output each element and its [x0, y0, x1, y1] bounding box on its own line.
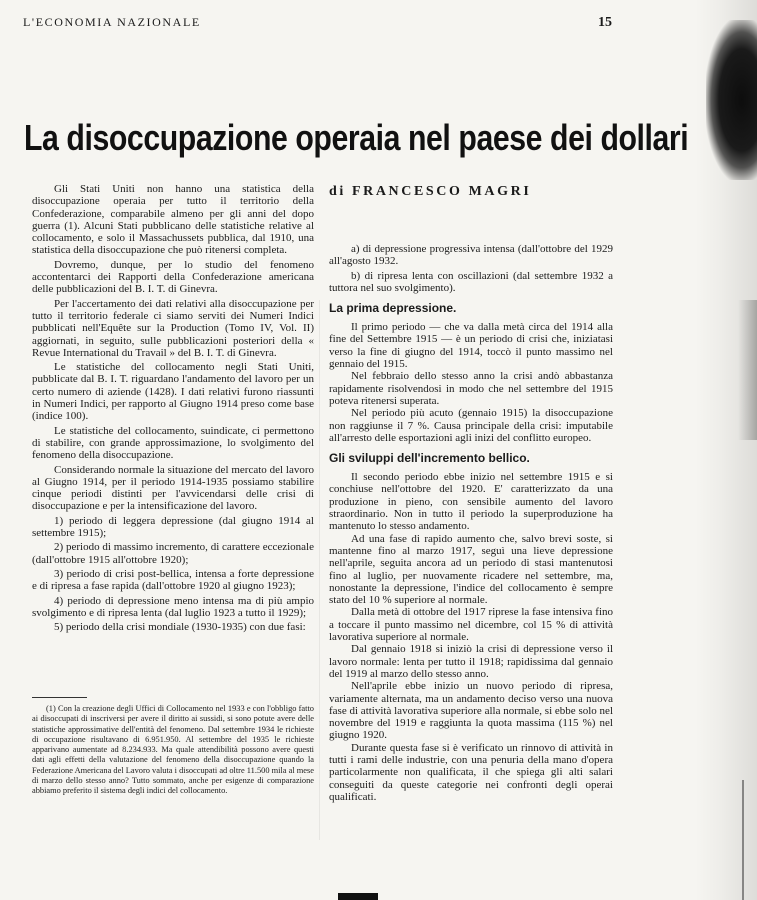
paragraph: Le statistiche del collocamento negli Stati Uniti, pubblicate dal B. I. T. riguardano l'andamento del lavoro per un certo numero di aziende (1428). I dati relativi furono riassunti in Numeri Indici, per rapporto al Giugno 1914 preso come base (indice 100).: [32, 361, 314, 423]
paragraph: Gli Stati Uniti non hanno una statistica della disoccupazione operaia per tutto il territorio della Confederazione, comparabile almeno per gli anni del dopo guerra (1). Alcuni Stati pubblicano delle statistiche relative al collocamento, e solo il Massachussets pubblica, dal 1910, una statistica della disoccupazione che può ritenersi completa.: [32, 183, 314, 257]
period-item: 5) periodo della crisi mondiale (1930-1935) con due fasi:: [54, 621, 306, 634]
left-column: [32, 183, 314, 633]
page-number: 15: [598, 15, 612, 30]
paragraph: Nell'aprile ebbe inizio un nuovo periodo di ripresa, variamente alternata, ma un andamento deciso verso una nuova fase di attività lavorativa superiore alla normale, si ebbe solo nel novembre del 1919 e raggiunta la quota massima (115 %) nel giugno 1920.: [329, 680, 613, 742]
section-heading: La prima depressione.: [329, 301, 457, 316]
right-column: [329, 243, 613, 803]
footnote: (1) Con la creazione degli Uffici di Collocamento nel 1933 e con l'obbligo fatto ai disoccupati di inscriversi per avere il diritto ai sussidi, si sono potute avere delle statistiche approssimative dell'entità del fenomeno. Dal settembre 1934 le richieste di occupazione risultavano di 6.951.950. Al settembre del 1935 le richieste apparivano aumentate ad 8.234.933. Ma quale attendibilità possono avere questi dati agli effetti della valutazione del fenomeno della disoccupazione quando la Federazione Americana del Lavoro valuta i disoccupati ad oltre 11.500 mila al mese di marzo dello stesso anno? Tutto sommato, anche per esigenze di comparazione abbiamo preferito il sistema degli indici del collocamento.: [32, 704, 314, 796]
paragraph: Le statistiche del collocamento, suindicate, ci permettono di stabilire, con grande approssimazione, lo svolgimento del fenomeno della disoccupazione.: [32, 424, 314, 462]
scan-edge: [742, 780, 744, 900]
paragraph: Dalla metà di ottobre del 1917 riprese la fase intensiva fino a toccare il punto massimo nel dicembre, col 15 % di attività lavorativa superiore al normale.: [329, 606, 613, 644]
column-gutter: [319, 300, 320, 840]
period-item: 4) periodo di depressione meno intensa ma di più ampio svolgimento e di ripresa lenta (dal luglio 1923 a tutto il 1929);: [32, 594, 314, 619]
paragraph: Dovremo, dunque, per lo studio del fenomeno accontentarci dei Rapporti della Confederazione americana delle pubblicazioni del B. I. T. di Ginevra.: [32, 258, 314, 296]
phase-item: a) di depressione progressiva intensa (dall'ottobre del 1929 all'agosto 1932.: [329, 243, 613, 268]
scan-artifact: [706, 20, 757, 180]
article-title: La disoccupazione operaia nel paese dei dollari: [24, 117, 689, 158]
paragraph: Ad una fase di rapido aumento che, salvo brevi soste, si mantenne fino al marzo 1917, seguì una lieve depressione nell'aprile, seguita ancora ad un periodo di stasi mantenutosi fino al luglio, per nuovamente ricadere nel settembre, ma, nonostante la depressione, l'indice del collocamento è sempre stato del 10 % superiore al normale.: [329, 532, 613, 607]
byline: di FRANCESCO MAGRI: [329, 184, 532, 199]
period-item: 2) periodo di massimo incremento, di carattere eccezionale (dall'ottobre 1915 all'ottobre 1920);: [32, 541, 314, 566]
paragraph: Durante questa fase si è verificato un rinnovo di attività in tutti i rami delle industrie, con una penuria della mano d'opera particolarmente non qualificata, il che spiega gli alti salari conseguiti da queste categorie nei confronti degli operai qualificati.: [329, 741, 613, 803]
paragraph: Per l'accertamento dei dati relativi alla disoccupazione per tutto il territorio federale ci siamo serviti dei Numeri Indici pubblicati nell'Equête sur la Production (Tomo IV, Vol. II) aggiornati, in seguito, sulle pubblicazioni posteriori della « Revue International du Travail » del B. I. T. di Ginevra.: [32, 297, 314, 359]
phase-item: b) di ripresa lenta con oscillazioni (dal settembre 1932 a tuttora nel suo svolgimento).: [329, 269, 613, 294]
paragraph: Dal gennaio 1918 si iniziò la crisi di depressione verso il lavoro normale: lenta per tutto il 1918; rapidissima dal gennaio del 1919 al marzo dello stesso anno.: [329, 643, 613, 680]
running-head: L'ECONOMIA NAZIONALE: [23, 15, 201, 29]
footnote-rule: [32, 697, 87, 698]
footnotes: [32, 704, 314, 797]
section-heading: Gli sviluppi dell'incremento bellico.: [329, 451, 530, 466]
paragraph: Nel periodo più acuto (gennaio 1915) la disoccupazione non raggiunse il 7 %. Causa principale della crisi: imputabile all'arresto delle esportazioni agli inizi del conflitto europeo.: [329, 407, 613, 444]
paragraph: Il secondo periodo ebbe inizio nel settembre 1915 e si conchiuse nell'ottobre del 1920. E' caratterizzato da una produzione in pieno, con sensibile aumento del lavoro straordinario. Non in tutto il periodo la superproduzione ha mantenuto lo stesso andamento.: [329, 471, 613, 533]
paragraph: Nel febbraio dello stesso anno la crisi andò abbastanza rapidamente risolvendosi in modo che nel settembre del 1915 poteva ritenersi superata.: [329, 370, 613, 407]
scan-mark: [338, 893, 378, 900]
paragraph: Considerando normale la situazione del mercato del lavoro al Giugno 1914, per il periodo 1914-1935 possiamo stabilire cinque periodi distinti per l'avvicendarsi delle crisi di disoccupazione e per la intensificazione del lavoro.: [32, 463, 314, 513]
period-item: 3) periodo di crisi post-bellica, intensa a forte depressione e di ripresa a fase rapida (dall'ottobre 1920 al giugno 1923);: [32, 567, 314, 593]
scan-artifact: [738, 300, 757, 440]
period-item: 1) periodo di leggera depressione (dal giugno 1914 al settembre 1915);: [32, 514, 314, 540]
paragraph: Il primo periodo — che va dalla metà circa del 1914 alla fine del Settembre 1915 — è un periodo di crisi che, iniziatasi verso la fine di giugno del 1914, toccò il punto massimo nel gennaio del 1915.: [329, 321, 613, 371]
